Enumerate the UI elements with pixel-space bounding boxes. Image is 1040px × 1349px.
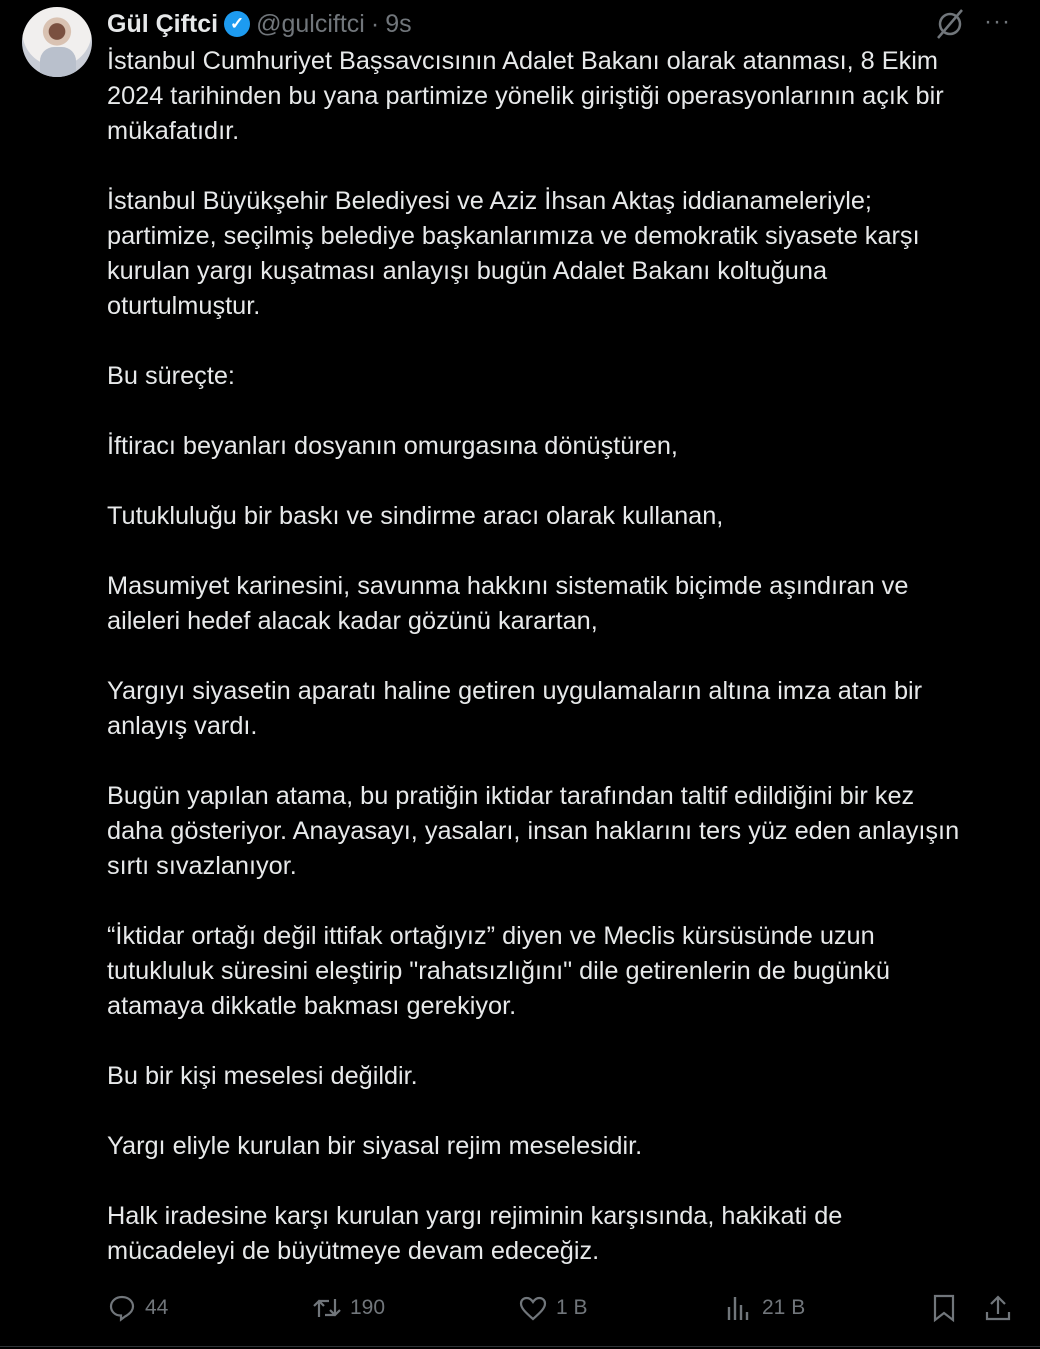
tweet-paragraph — [107, 919, 1037, 1024]
tweet-paragraph — [107, 674, 1037, 744]
reply-button[interactable] — [107, 1290, 168, 1326]
tweet-paragraph — [107, 569, 1037, 639]
text-line: İstanbul Cumhuriyet Başsavcısının Adalet Bakanı olarak atanması, 8 Ekim — [107, 47, 938, 75]
separator: · — [370, 9, 380, 38]
share-button[interactable] — [983, 1290, 1013, 1326]
tweet-paragraph — [107, 359, 1037, 394]
text-line: Halk iradesine karşı kurulan yargı rejiminin karşısında, hakikati de — [107, 1202, 843, 1230]
repost-button[interactable] — [312, 1290, 385, 1326]
text-line: partimize, seçilmiş belediye başkanlarımıza ve demokratik siyasete karşı — [107, 222, 920, 250]
repost-icon — [312, 1293, 342, 1323]
action-bar — [107, 1290, 1017, 1326]
text-line: Masumiyet karinesini, savunma hakkını sistematik biçimde aşındıran ve — [107, 572, 909, 600]
text-line: mükafatıdır. — [107, 117, 240, 145]
tweet-paragraph — [107, 429, 1037, 464]
text-line: Bugün yapılan atama, bu pratiğin iktidar tarafından taltif edildiğini bir kez — [107, 782, 915, 810]
text-line: Bu süreçte: — [107, 362, 235, 390]
timestamp[interactable]: 9s — [385, 9, 412, 38]
tweet-paragraph — [107, 1199, 1037, 1269]
tweet-paragraph — [107, 184, 1037, 324]
tweet-text — [107, 44, 1037, 1304]
view-count: 21 B — [762, 1296, 806, 1319]
text-line: Yargıyı siyasetin aparatı haline getiren uygulamaların altına imza atan bir — [107, 677, 923, 705]
text-line: İstanbul Büyükşehir Belediyesi ve Aziz İhsan Aktaş iddianameleriyle; — [107, 187, 872, 215]
text-line: oturtulmuştur. — [107, 292, 261, 320]
tweet-paragraph — [107, 1129, 1037, 1164]
views-icon — [724, 1293, 754, 1323]
reply-icon — [107, 1293, 137, 1323]
text-line: “İktidar ortağı değil ittifak ortağıyız” diyen ve Meclis kürsüsünde uzun — [107, 922, 875, 950]
tweet-paragraph — [107, 44, 1037, 149]
views-button[interactable] — [724, 1290, 805, 1326]
repost-count: 190 — [350, 1296, 386, 1319]
text-line: 2024 tarihinden bu yana partimize yönelik giriştiği operasyonlarının açık bir — [107, 82, 944, 110]
text-line: anlayış vardı. — [107, 712, 258, 740]
tweet-paragraph — [107, 779, 1037, 884]
text-line: İftiracı beyanları dosyanın omurgasına dönüştüren, — [107, 432, 678, 460]
text-line: aileleri hedef alacak kadar gözünü karartan, — [107, 607, 598, 635]
tweet-paragraph — [107, 499, 1037, 534]
reply-count: 44 — [145, 1296, 169, 1319]
text-line: mücadeleyi de büyütmeye devam edeceğiz. — [107, 1237, 600, 1265]
text-line: tutukluluk süresini eleştirip "rahatsızlığını" dile getirenlerin de bugünkü — [107, 957, 890, 985]
divider — [0, 1346, 1040, 1347]
text-line: Bu bir kişi meselesi değildir. — [107, 1062, 418, 1090]
share-icon — [983, 1293, 1013, 1323]
text-line: Tutukluluğu bir baskı ve sindirme aracı olarak kullanan, — [107, 502, 724, 530]
text-line: atamaya dikkatle bakması gerekiyor. — [107, 992, 517, 1020]
tweet-header — [107, 8, 412, 40]
avatar[interactable] — [22, 7, 92, 77]
text-line: daha gösteriyor. Anayasayı, yasaları, insan haklarını ters yüz eden anlayışın — [107, 817, 960, 845]
author-name[interactable]: Gül Çiftci — [107, 9, 219, 38]
bookmark-button[interactable] — [929, 1290, 959, 1326]
verified-badge-icon: ✓ — [224, 11, 250, 37]
grok-icon[interactable] — [934, 8, 966, 40]
bookmark-icon — [929, 1293, 959, 1323]
text-line: Yargı eliyle kurulan bir siyasal rejim meselesidir. — [107, 1132, 643, 1160]
like-count: 1 B — [556, 1296, 588, 1319]
tweet-paragraph — [107, 1059, 1037, 1094]
heart-icon — [518, 1293, 548, 1323]
more-options-button[interactable]: ··· — [984, 8, 1011, 35]
author-handle[interactable]: @gulciftci — [256, 9, 365, 38]
like-button[interactable] — [518, 1290, 588, 1326]
text-line: kurulan yargı kuşatması anlayışı bugün Adalet Bakanı koltuğuna — [107, 257, 828, 285]
text-line: sırtı sıvazlanıyor. — [107, 852, 297, 880]
